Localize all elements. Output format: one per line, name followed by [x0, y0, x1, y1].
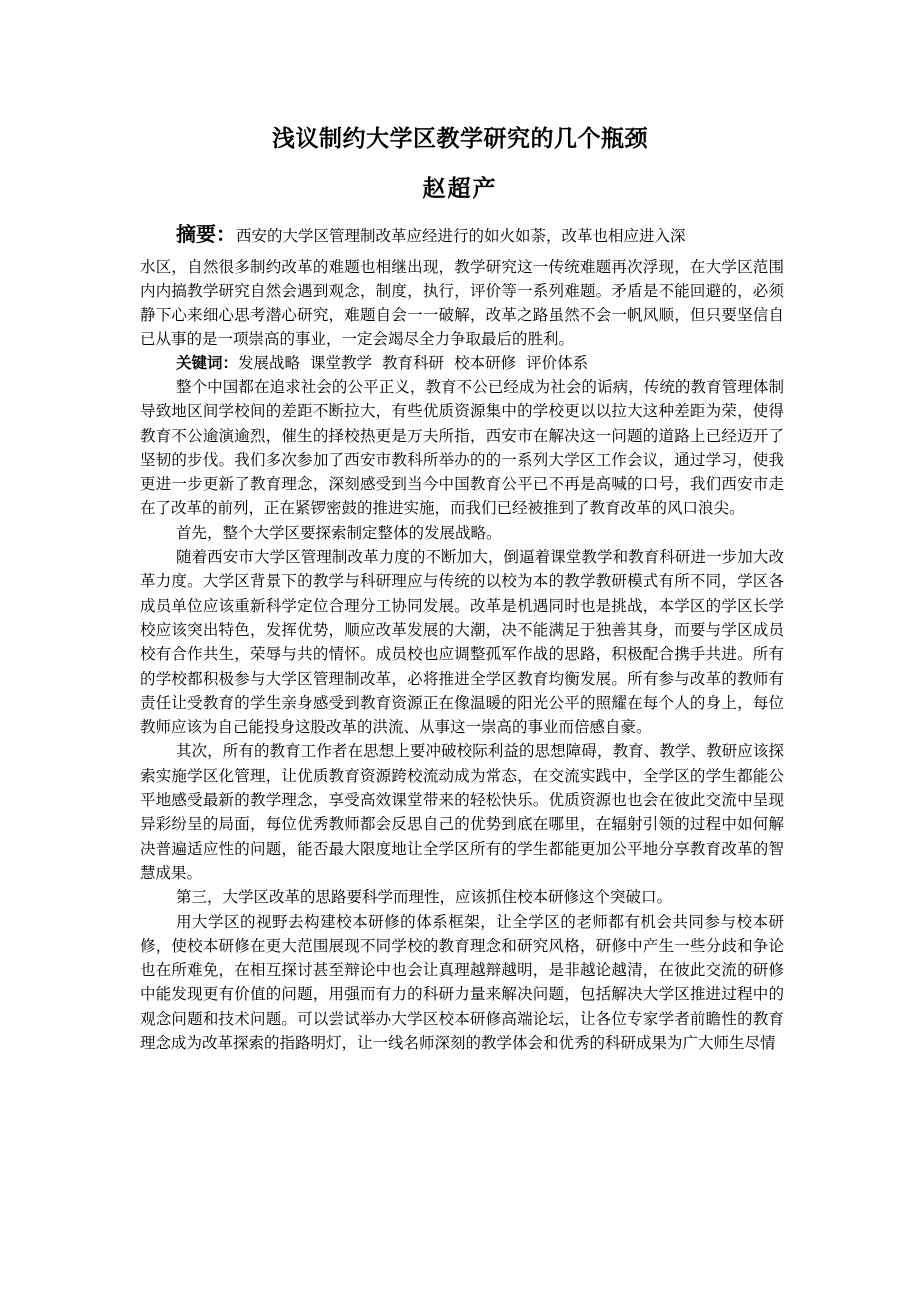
paragraph: 整个中国都在追求社会的公平正义，教育不公已经成为社会的诟病，传统的教育管理体制导致地区间学校间的差距不断拉大，有些优质资源集中的学校更以以拉大这种差距为荣，使得教育不公逾演逾烈，催生的择校热更是万夫所指，西安市在解决这一问题的道路上已经迈开了坚韧的步伐。我们多次参加了西安市教科所举办的的一系列大学区工作会议，通过学习，使我更进一步更新了教育理念，深刻感受到当今中国教育公平已不再是高喊的口号，我们西安市走在了改革的前列，正在紧锣密鼓的推进实施，而我们已经被推到了教育改革的风口浪尖。 [140, 378, 784, 518]
abstract-text: 水区，自然很多制约改革的难题也相继出现，教学研究这一传统难题再次浮现，在大学区范围内内搞教学研究自然会遇到观念，制度，执行，评价等一系列难题。矛盾是不能回避的，必须静下心来细心思考潜心研究，难题自会一一破解，改革之路虽然不会一帆风顺，但只要坚信自已从事的是一项崇高的事业，一定会竭尽全力争取最后的胜利。 [140, 258, 784, 348]
keyword: 课堂教学 [310, 354, 373, 372]
keyword: 发展战略 [238, 354, 301, 372]
abstract-label: 摘要： [176, 222, 236, 246]
keyword: 评价体系 [526, 354, 589, 372]
abstract-first-text: 西安的大学区管理制改革应经进行的如火如荼，改革也相应进入深 [236, 227, 686, 245]
paragraph: 首先，整个大学区要探索制定整体的发展战略。 [176, 523, 502, 542]
abstract-first-line [140, 215, 784, 255]
document-title: 浅议制约大学区教学研究的几个瓶颈 [272, 126, 648, 152]
document-body [140, 215, 784, 1055]
document-author: 赵超产 [422, 176, 498, 202]
keyword: 教育科研 [382, 354, 445, 372]
keywords-label: 关键词： [176, 354, 239, 372]
paragraph: 用大学区的视野去构建校本研修的体系框架，让全学区的老师都有机会共同参与校本研修，使校本研修在更大范围展现不同学校的教育理念和研究风格，研修中产生一些分歧和争论也在所难免，在相互探讨甚至辩论中也会让真理越辩越明，是非越论越清，在彼此交流的研修中能发现更有价值的问题，用强而有力的科研力量来解决问题，包括解决大学区推进过程中的观念问题和技术问题。可以尝试举办大学区校本研修高端论坛，让各位专家学者前瞻性的教育理念成为改革探索的指路明灯，让一线名师深刻的教学体会和优秀的科研成果为广大师生尽情 [140, 912, 784, 1053]
paragraph: 随着西安市大学区管理制改革力度的不断加大，倒逼着课堂教学和教育科研进一步加大改革力度。大学区背景下的教学与科研理应与传统的以校为本的教学教研模式有所不同，学区各成员单位应该重新科学定位合理分工协同发展。改革是机遇同时也是挑战，本学区的学区长学校应该突出特色，发挥优势，顺应改革发展的大潮，决不能满足于独善其身，而要与学区成员校有合作共生，荣辱与共的情怀。成员校也应调整孤军作战的思路，积极配合携手共进。所有的学校都积极参与大学区管理制改革，必将推进全学区教育均衡发展。所有参与改革的教师有责任让受教育的学生亲身感受到教育资源正在像温暖的阳光公平的照耀在每个人的身上，每位教师应该为自己能投身这股改革的洪流、从事这一崇高的事业而倍感自豪。 [140, 548, 784, 737]
paragraph: 其次，所有的教育工作者在思想上要冲破校际利益的思想障碍，教育、教学、教研应该探索实施学区化管理，让优质教育资源跨校流动成为常态，在交流实践中，全学区的学生都能公平地感受最新的教学理念，享受高效课堂带来的轻松快乐。优质资源也也会在彼此交流中呈现异彩纷呈的局面，每位优秀教师都会反思自己的优势到底在哪里，在辐射引领的过程中如何解决普遍适应性的问题，能否最大限度地让全学区所有的学生都能更加公平地分享教育改革的智慧成果。 [140, 742, 784, 882]
keyword: 校本研修 [454, 354, 517, 372]
keywords [140, 351, 784, 375]
paragraph: 第三，大学区改革的思路要科学而理性，应该抓住校本研修这个突破口。 [176, 888, 673, 907]
